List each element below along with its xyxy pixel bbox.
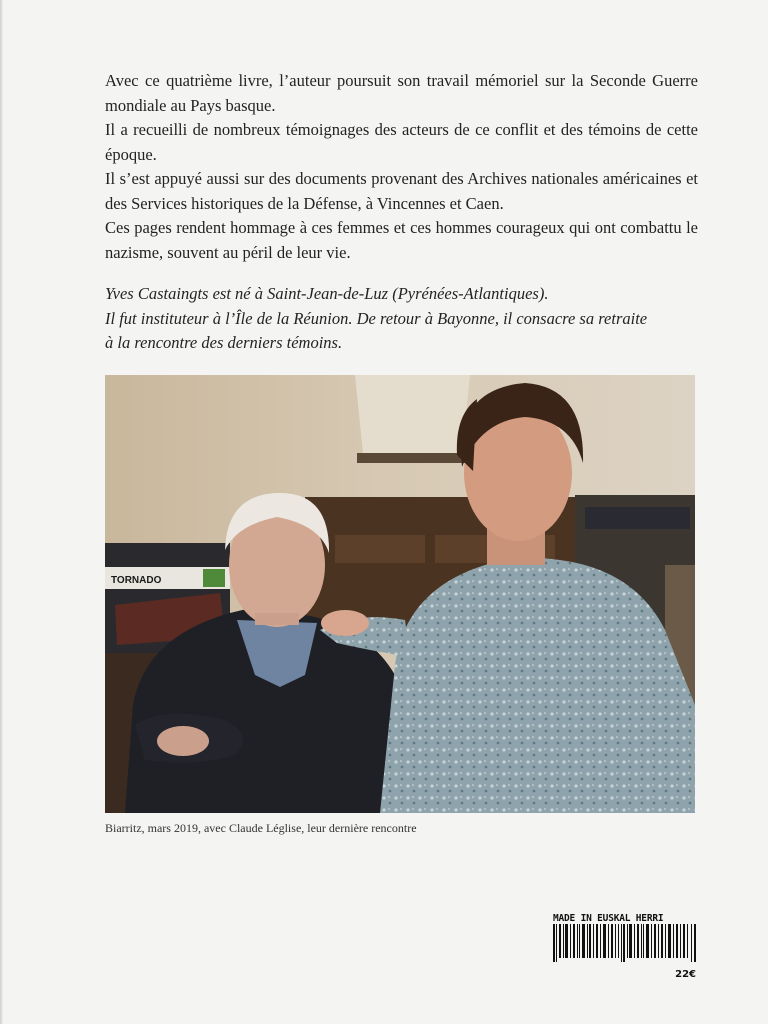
- box-brand-text: TORNADO: [111, 575, 162, 586]
- summary-paragraph-2: Il a recueilli de nombreux témoignages des acteurs de ce conflit et des témoins de cette époque.: [105, 120, 698, 164]
- barcode: [553, 924, 696, 962]
- summary-paragraph-4: Ces pages rendent hommage à ces femmes et ces hommes courageux qui ont combattu le nazisme, souvent au péril de leur vie.: [105, 218, 698, 262]
- barcode-area: [553, 913, 696, 980]
- photo-caption: Biarritz, mars 2019, avec Claude Léglise, leur dernière rencontre: [105, 821, 417, 835]
- author-bio-line-2: Il fut instituteur à l’Île de la Réunion. De retour à Bayonne, il consacre sa retraite: [105, 308, 648, 328]
- author-bio-line-3: à la rencontre des derniers témoins.: [105, 333, 343, 352]
- price-label: 22€: [675, 969, 696, 980]
- author-photo: [105, 375, 695, 813]
- summary-text: [105, 69, 698, 265]
- author-bio-line-1: Yves Castaingts est né à Saint-Jean-de-Luz (Pyrénées-Atlantiques).: [105, 284, 549, 303]
- summary-paragraph-3: Il s’est appuyé aussi sur des documents provenant des Archives nationales américaines et des Services historiques de la Défense, à Vincennes et Caen.: [105, 169, 698, 213]
- page-edge-shadow: [0, 0, 3, 1024]
- origin-label: MADE IN EUSKAL HERRI: [553, 913, 664, 924]
- author-bio: [105, 282, 705, 356]
- summary-paragraph-1: Avec ce quatrième livre, l’auteur poursuit son travail mémoriel sur la Seconde Guerre mondiale au Pays basque.: [105, 71, 698, 115]
